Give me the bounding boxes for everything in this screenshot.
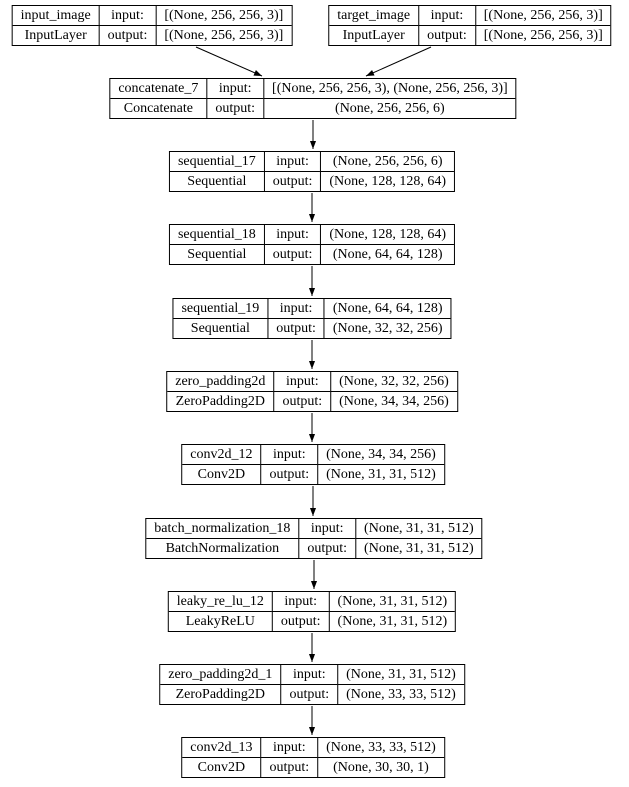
input-label: input:: [99, 6, 156, 25]
input-label: input:: [267, 299, 324, 318]
output-shape: (None, 31, 31, 512): [329, 611, 456, 631]
layer-type: ZeroPadding2D: [160, 684, 280, 704]
output-label: output:: [206, 98, 263, 118]
layer-type: Conv2D: [182, 464, 260, 484]
input-shape: (None, 33, 33, 512): [317, 738, 444, 757]
output-shape: [(None, 256, 256, 3)]: [155, 25, 291, 45]
edge-target_image-concatenate_7: [366, 47, 431, 76]
layer-name: batch_normalization_18: [154, 521, 291, 536]
input-label: input:: [280, 665, 337, 684]
layer-type: BatchNormalization: [146, 538, 298, 558]
layer-name: sequential_18: [177, 227, 256, 242]
layer-type: LeakyReLU: [169, 611, 272, 631]
layer-name: zero_padding2d_1: [168, 667, 273, 682]
output-shape: (None, 34, 34, 256): [330, 391, 457, 411]
layer-type: Sequential: [170, 244, 264, 264]
edge-input_image-concatenate_7: [196, 47, 262, 76]
input-label: input:: [273, 372, 330, 391]
output-shape: (None, 33, 33, 512): [337, 684, 464, 704]
input-label: input:: [418, 6, 475, 25]
layer-type: Concatenate: [110, 98, 206, 118]
layer-node-input_image: [12, 5, 293, 46]
input-label: input:: [264, 152, 321, 171]
input-shape: [(None, 256, 256, 3)]: [155, 6, 291, 25]
layer-name: concatenate_7: [118, 81, 199, 96]
output-label: output:: [273, 391, 330, 411]
layer-name: leaky_re_lu_12: [176, 594, 264, 609]
output-label: output:: [264, 171, 321, 191]
output-shape: (None, 30, 30, 1): [317, 757, 444, 777]
layer-node-sequential_17: [169, 151, 455, 192]
input-shape: (None, 34, 34, 256): [317, 445, 444, 464]
output-shape: (None, 32, 32, 256): [324, 318, 451, 338]
output-label: output:: [99, 25, 156, 45]
input-label: input:: [272, 592, 329, 611]
output-shape: (None, 256, 256, 6): [263, 98, 516, 118]
layer-type: Sequential: [173, 318, 267, 338]
input-shape: [(None, 256, 256, 3)]: [475, 6, 611, 25]
input-label: input:: [260, 445, 317, 464]
output-shape: (None, 31, 31, 512): [317, 464, 444, 484]
input-shape: (None, 31, 31, 512): [337, 665, 464, 684]
input-shape: (None, 64, 64, 128): [324, 299, 451, 318]
input-shape: (None, 32, 32, 256): [330, 372, 457, 391]
layer-name: input_image: [20, 8, 91, 23]
layer-name: conv2d_12: [190, 447, 253, 462]
input-shape: (None, 256, 256, 6): [320, 152, 454, 171]
layer-type: Sequential: [170, 171, 264, 191]
input-label: input:: [298, 519, 355, 538]
output-label: output:: [260, 757, 317, 777]
layer-name: target_image: [337, 8, 411, 23]
layer-node-sequential_19: [172, 298, 451, 339]
layer-type: Conv2D: [182, 757, 260, 777]
layer-type: ZeroPadding2D: [167, 391, 273, 411]
output-label: output:: [280, 684, 337, 704]
output-label: output:: [264, 244, 321, 264]
layer-name: sequential_17: [177, 154, 256, 169]
input-shape: (None, 31, 31, 512): [355, 519, 482, 538]
layer-node-batch_normalization_18: [145, 518, 482, 559]
layer-node-conv2d_13: [181, 737, 445, 778]
output-label: output:: [298, 538, 355, 558]
layer-name: sequential_19: [181, 301, 260, 316]
layer-node-conv2d_12: [181, 444, 445, 485]
input-shape: (None, 128, 128, 64): [320, 225, 454, 244]
output-shape: (None, 31, 31, 512): [355, 538, 482, 558]
input-label: input:: [264, 225, 321, 244]
output-label: output:: [260, 464, 317, 484]
layer-node-concatenate_7: [109, 78, 516, 119]
layer-name: zero_padding2d: [175, 374, 266, 389]
layer-type: InputLayer: [329, 25, 418, 45]
output-shape: (None, 128, 128, 64): [320, 171, 454, 191]
layer-type: InputLayer: [13, 25, 99, 45]
output-label: output:: [267, 318, 324, 338]
output-shape: [(None, 256, 256, 3)]: [475, 25, 611, 45]
output-shape: (None, 64, 64, 128): [320, 244, 454, 264]
layer-node-zero_padding2d_1: [159, 664, 465, 705]
layer-node-zero_padding2d: [166, 371, 458, 412]
layer-name: conv2d_13: [190, 740, 253, 755]
layer-node-target_image: [328, 5, 611, 46]
layer-node-sequential_18: [169, 224, 455, 265]
input-label: input:: [206, 79, 263, 98]
input-label: input:: [260, 738, 317, 757]
output-label: output:: [272, 611, 329, 631]
input-shape: [(None, 256, 256, 3), (None, 256, 256, 3)]: [263, 79, 516, 98]
layer-node-leaky_re_lu_12: [168, 591, 456, 632]
input-shape: (None, 31, 31, 512): [329, 592, 456, 611]
output-label: output:: [418, 25, 475, 45]
